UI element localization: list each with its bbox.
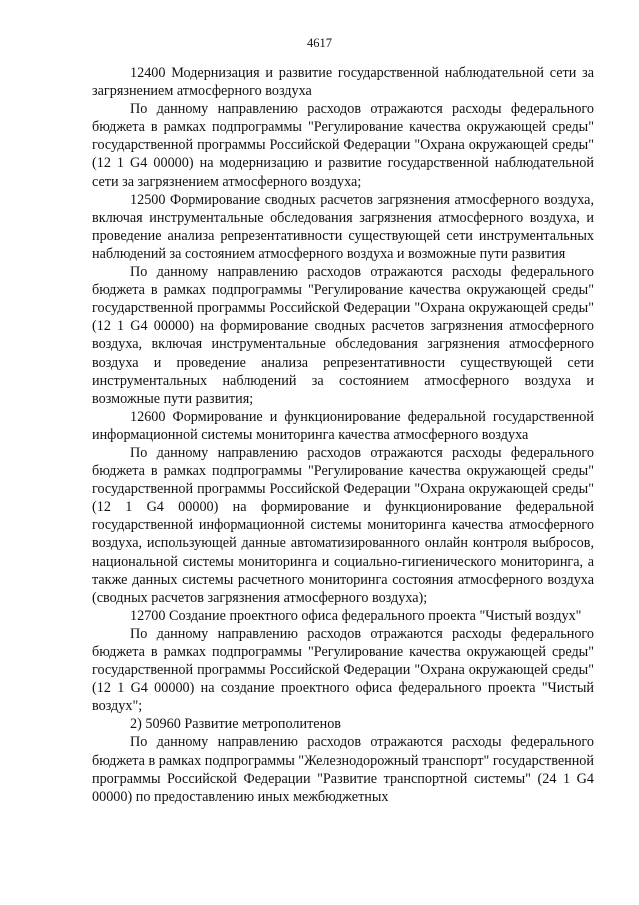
paragraph-12600-description: По данному направлению расходов отражаются расходы федерального бюджета в рамках подпрограммы "Регулирование качества окружающей среды" государственной программы Российской Федерации "Охрана окружающей среды" (12 1 G4 00000) на формирование и функционирование федеральной государственной информационной системы мониторинга качества атмосферного воздуха, использующей данные автоматизированного онлайн контроля выбросов, национальной системы мониторинга и социально-гигиенического мониторинга, а также данных системы расчетного мониторинга состояния атмосферного воздуха (сводных расчетов загрязнения атмосферного воздуха); xyxy=(92,444,594,606)
heading-12700: 12700 Создание проектного офиса федерального проекта "Чистый воздух" xyxy=(130,607,582,624)
document-body xyxy=(92,64,594,806)
heading-50960: 2) 50960 Развитие метрополитенов xyxy=(130,716,341,733)
heading-12400: 12400 Модернизация и развитие государственной наблюдательной сети за загрязнением атмосферного воздуха xyxy=(92,65,594,100)
paragraph-12400-description: По данному направлению расходов отражаются расходы федерального бюджета в рамках подпрограммы "Регулирование качества окружающей среды" государственной программы Российской Федерации "Охрана окружающей среды" (12 1 G4 00000) на модернизацию и развитие государственной наблюдательной сети за загрязнением атмосферного воздуха; xyxy=(92,101,594,190)
heading-12500: 12500 Формирование сводных расчетов загрязнения атмосферного воздуха, включая инструментальные обследования загрязнения атмосферного воздуха, и проведение анализа репрезентативности существующей сети инструментальных наблюдений за состоянием атмосферного воздуха и возможные пути развития xyxy=(92,191,594,262)
paragraph-50960-description: По данному направлению расходов отражаются расходы федерального бюджета в рамках подпрограммы "Железнодорожный транспорт" государственной программы Российской Федерации "Развитие транспортной системы" (24 1 G4 00000) по предоставлению иных межбюджетных xyxy=(92,734,594,805)
page-number: 4617 xyxy=(307,36,332,50)
paragraph-12500-description: По данному направлению расходов отражаются расходы федерального бюджета в рамках подпрограммы "Регулирование качества окружающей среды" государственной программы Российской Федерации "Охрана окружающей среды" (12 1 G4 00000) на формирование сводных расчетов загрязнения атмосферного воздуха, включая инструментальные обследования загрязнения атмосферного воздуха и проведение анализа репрезентативности существующей сети инструментальных наблюдений за состоянием атмосферного воздуха и возможные пути развития; xyxy=(92,264,594,407)
paragraph-12700-description: По данному направлению расходов отражаются расходы федерального бюджета в рамках подпрограммы "Регулирование качества окружающей среды" государственной программы Российской Федерации "Охрана окружающей среды" (12 1 G4 00000) на создание проектного офиса федерального проекта "Чистый воздух"; xyxy=(92,625,594,715)
heading-12600: 12600 Формирование и функционирование федеральной государственной информационной системы мониторинга качества атмосферного воздуха xyxy=(92,408,594,443)
